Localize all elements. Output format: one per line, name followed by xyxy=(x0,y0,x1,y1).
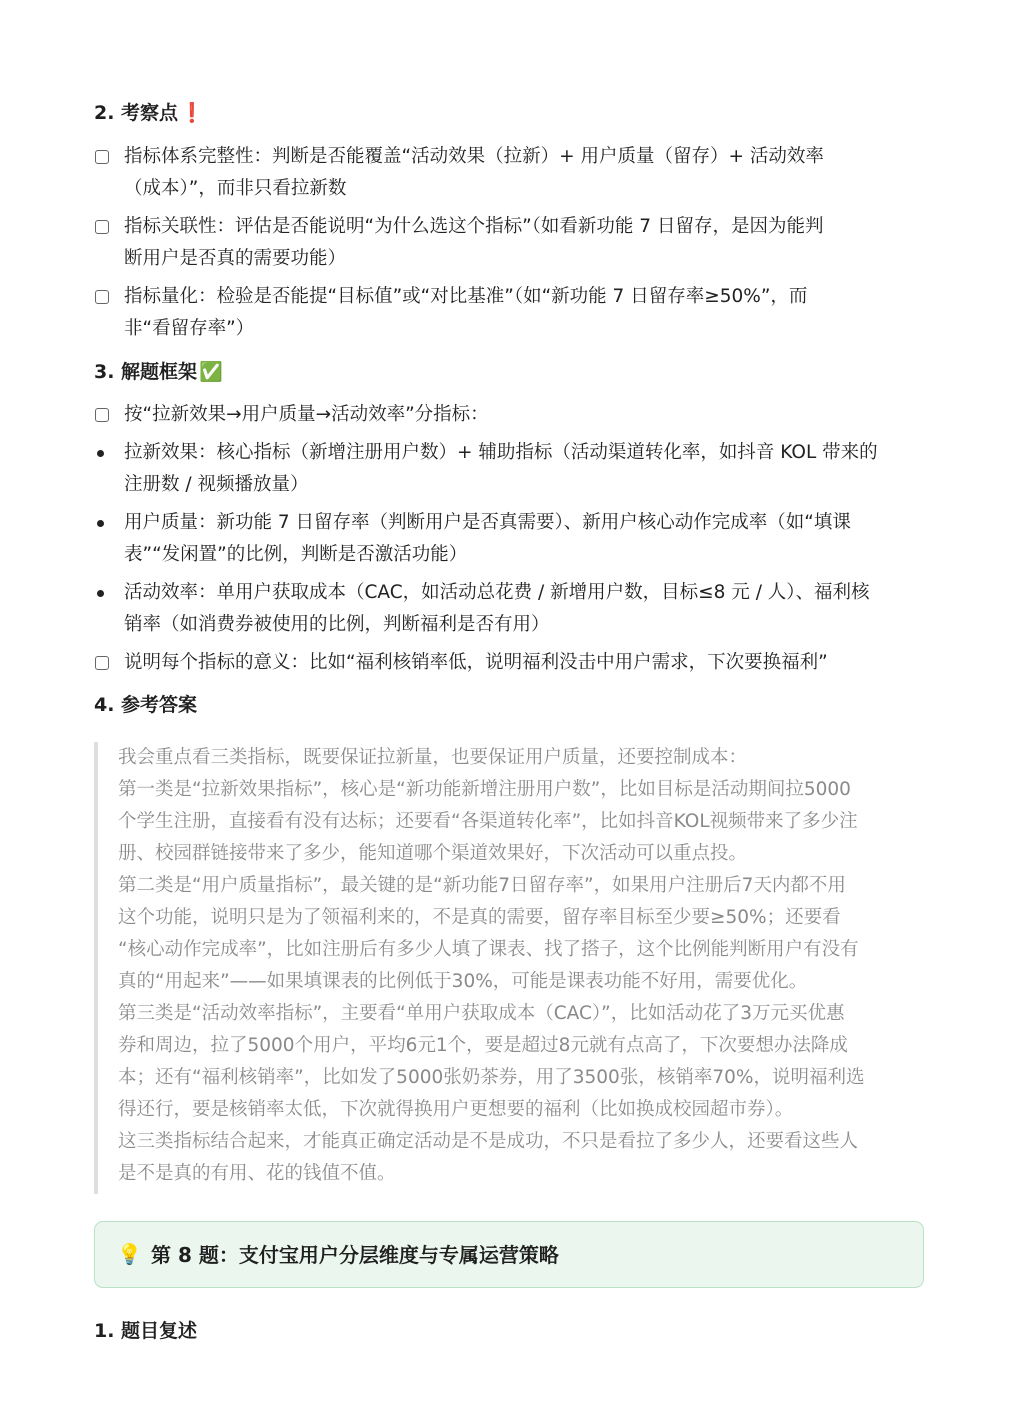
item-line: 表”“发闲置”的比例，判断是否激活功能） xyxy=(124,544,468,565)
answer-line: 第一类是“拉新效果指标”，核心是“新功能新增注册用户数”，比如目标是活动期间拉5000 xyxy=(118,779,851,800)
checklist-item xyxy=(94,281,934,345)
answer-line: 得还行，要是核销率太低，下次就得换用户更想要的福利（比如换成校园超市券）。 xyxy=(118,1099,794,1120)
item-line: 用户质量：新功能 7 日留存率（判断用户是否真需要）、新用户核心动作完成率（如“填课 xyxy=(124,512,851,533)
section-heading-1 xyxy=(94,1318,197,1344)
bullet-item xyxy=(94,507,934,571)
section-heading-4 xyxy=(94,692,197,718)
light-bulb-icon: 💡 xyxy=(117,1242,142,1266)
item-line: 注册数 / 视频播放量） xyxy=(124,474,309,495)
answer-line: 这三类指标结合起来，才能真正确定活动是不是成功，不只是看拉了多少人，还要看这些人 xyxy=(118,1131,859,1152)
bullet-item xyxy=(94,577,934,641)
answer-line: 册、校园群链接带来了多少，能知道哪个渠道效果好，下次活动可以重点投。 xyxy=(118,843,748,864)
answer-line: 是不是真的有用、花的钱值不值。 xyxy=(118,1163,396,1184)
checklist-item xyxy=(94,141,934,205)
answer-line: 第三类是“活动效率指标”，主要看“单用户获取成本（CAC）”，比如活动花了3万元买优惠 xyxy=(118,1003,845,1024)
checklist-item xyxy=(94,647,934,679)
check-mark-icon: ✅ xyxy=(199,361,223,383)
item-line: 活动效率：单用户获取成本（CAC，如活动总花费 / 新增用户数，目标≤8 元 / 人）、福利核 xyxy=(124,582,870,603)
checkbox[interactable] xyxy=(95,408,109,422)
answer-line: 个学生注册，直接看有没有达标；还要看“各渠道转化率”，比如抖音KOL视频带来了多少注 xyxy=(118,811,858,832)
item-line: （成本）”，而非只看拉新数 xyxy=(124,178,347,199)
section-title: 3. 解题框架 xyxy=(94,361,198,383)
section-title: 4. 参考答案 xyxy=(94,694,198,716)
checklist-item xyxy=(94,399,934,431)
item-line: 拉新效果：核心指标（新增注册用户数）+ 辅助指标（活动渠道转化率，如抖音 KOL 带来的 xyxy=(124,442,878,463)
checkbox[interactable] xyxy=(95,220,109,234)
bullet-dot-icon xyxy=(97,590,104,597)
answer-line: 我会重点看三类指标，既要保证拉新量，也要保证用户质量，还要控制成本： xyxy=(118,747,748,768)
checkbox[interactable] xyxy=(95,656,109,670)
checkbox[interactable] xyxy=(95,290,109,304)
bullet-dot-icon xyxy=(97,520,104,527)
answer-line: 这个功能，说明只是为了领福利来的，不是真的需要，留存率目标至少要≥50%；还要看 xyxy=(118,907,841,928)
reference-answer-blockquote xyxy=(94,742,934,1194)
item-line: 指标量化：检验是否能提“目标值”或“对比基准”（如“新功能 7 日留存率≥50%”，而 xyxy=(124,286,808,307)
item-line: 按“拉新效果→用户质量→活动效率”分指标： xyxy=(124,404,489,425)
item-line: 指标体系完整性：判断是否能覆盖“活动效果（拉新）+ 用户质量（留存）+ 活动效率 xyxy=(124,146,824,167)
item-line: 指标关联性：评估是否能说明“为什么选这个指标”（如看新功能 7 日留存，是因为能判 xyxy=(124,216,824,237)
callout-title: 第 8 题：支付宝用户分层维度与专属运营策略 xyxy=(151,1243,559,1267)
bullet-dot-icon xyxy=(97,450,104,457)
answer-line: 真的“用起来”——如果填课表的比例低于30%，可能是课表功能不好用，需要优化。 xyxy=(118,971,808,992)
answer-line: 券和周边，拉了5000个用户，平均6元1个，要是超过8元就有点高了，下次要想办法降成 xyxy=(118,1035,848,1056)
question-callout xyxy=(94,1221,924,1288)
checkbox[interactable] xyxy=(95,150,109,164)
section-heading-3 xyxy=(94,359,223,385)
answer-line: 第二类是“用户质量指标”，最关键的是“新功能7日留存率”，如果用户注册后7天内都不用 xyxy=(118,875,846,896)
item-line: 非“看留存率”） xyxy=(124,318,255,339)
bullet-item xyxy=(94,437,934,501)
item-line: 断用户是否真的需要功能） xyxy=(124,248,347,269)
checklist-item xyxy=(94,211,934,275)
section-heading-2 xyxy=(94,100,204,126)
item-line: 销率（如消费券被使用的比例，判断福利是否有用） xyxy=(124,614,550,635)
section-title: 2. 考察点 xyxy=(94,102,179,124)
exclamation-icon: ❗ xyxy=(180,102,204,124)
answer-line: 本；还有“福利核销率”，比如发了5000张奶茶券，用了3500张，核销率70%，说明福利选 xyxy=(118,1067,865,1088)
answer-line: “核心动作完成率”，比如注册后有多少人填了课表、找了搭子，这个比例能判断用户有没有 xyxy=(118,939,859,960)
section-title: 1. 题目复述 xyxy=(94,1320,198,1342)
item-line: 说明每个指标的意义：比如“福利核销率低，说明福利没击中用户需求，下次要换福利” xyxy=(124,652,828,673)
